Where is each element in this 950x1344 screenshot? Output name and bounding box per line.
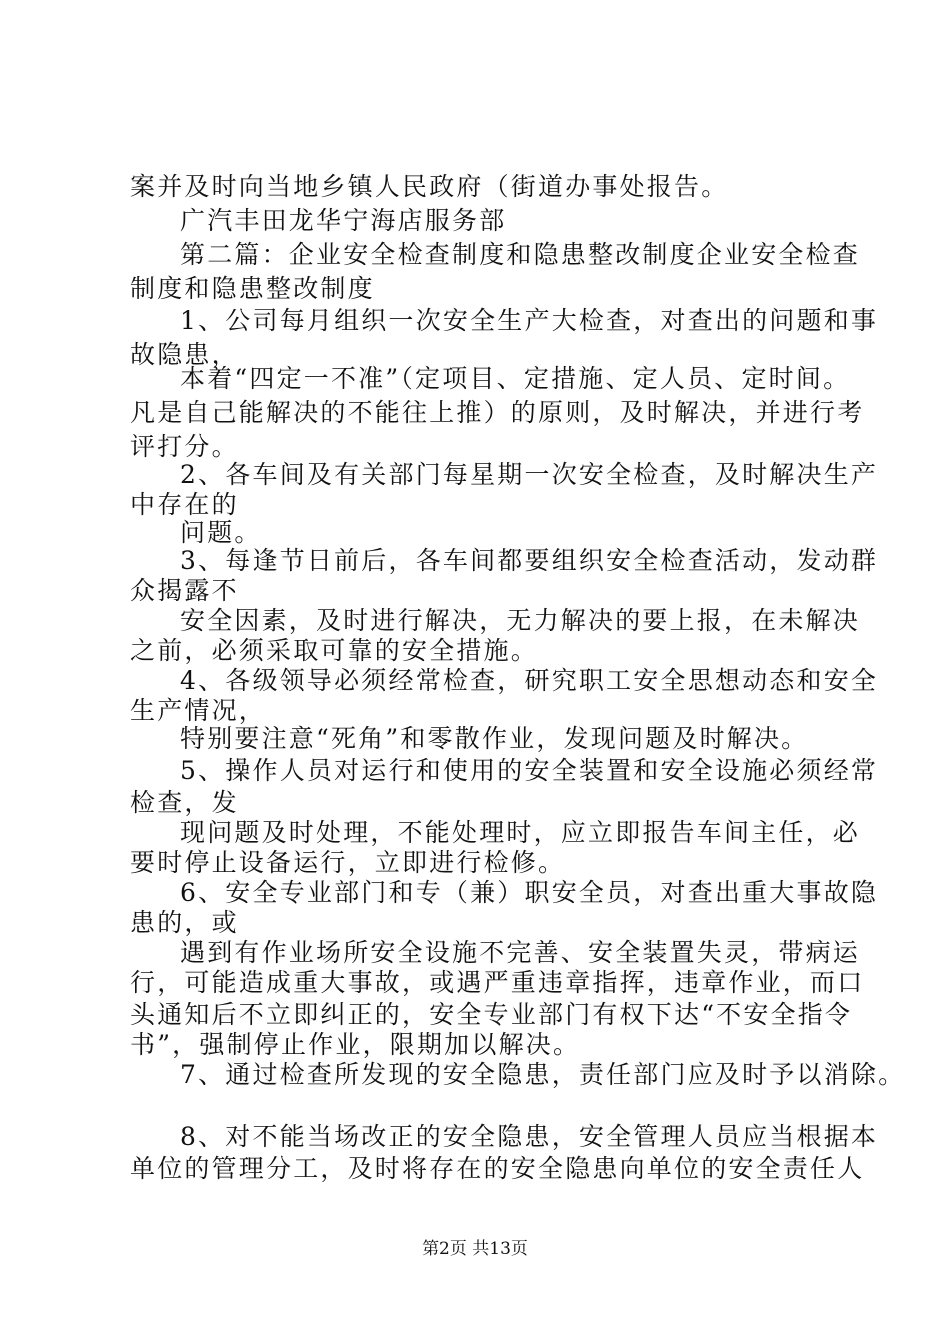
text-line: 要时停止设备运行，立即进行检修。	[130, 848, 566, 877]
section-heading: 第二篇：企业安全检查制度和隐患整改制度企业安全检查	[180, 240, 861, 269]
text-line: 生产情况，	[130, 696, 267, 725]
text-line: 1、公司每月组织一次安全生产大检查，对查出的问题和事	[180, 306, 879, 335]
text-line: 7、通过检查所发现的安全隐患，责任部门应及时予以消除。	[180, 1060, 906, 1089]
text-line: 行，可能造成重大事故，或遇严重违章指挥，违章作业，而口	[130, 968, 865, 997]
text-line: 头通知后不立即纠正的，安全专业部门有权下达“不安全指令	[130, 1000, 853, 1029]
text-line: 遇到有作业场所安全设施不完善、安全装置失灵，带病运	[180, 938, 861, 967]
text-line: 案并及时向当地乡镇人民政府（街道办事处报告。	[130, 172, 729, 201]
text-line: 凡是自己能解决的不能往上推）的原则，及时解决，并进行考	[130, 398, 865, 427]
text-line: 8、对不能当场改正的安全隐患，安全管理人员应当根据本	[180, 1122, 879, 1151]
text-line: 2、各车间及有关部门每星期一次安全检查，及时解决生产	[180, 460, 879, 489]
text-line: 6、安全专业部门和专（兼）职安全员，对查出重大事故隐	[180, 878, 879, 907]
text-line: 评打分。	[130, 432, 239, 461]
text-line: 之前，必须采取可靠的安全措施。	[130, 636, 539, 665]
text-line: 现问题及时处理，不能处理时，应立即报告车间主任，必	[180, 818, 861, 847]
page-number-footer: 第2页 共13页	[422, 1239, 528, 1259]
text-line: 书”，强制停止作业，限期加以解决。	[130, 1030, 581, 1059]
text-line: 众揭露不	[130, 576, 239, 605]
text-line: 中存在的	[130, 490, 239, 519]
text-line: 安全因素，及时进行解决，无力解决的要上报，在未解决	[180, 606, 861, 635]
text-line: 广汽丰田龙华宁海店服务部	[180, 206, 507, 235]
text-line: 5、操作人员对运行和使用的安全装置和安全设施必须经常	[180, 756, 879, 785]
text-line: 3、每逢节日前后，各车间都要组织安全检查活动，发动群	[180, 546, 879, 575]
text-line: 单位的管理分工，及时将存在的安全隐患向单位的安全责任人	[130, 1154, 865, 1183]
text-line: 问题。	[180, 518, 262, 547]
text-line: 特别要注意“死角”和零散作业，发现问题及时解决。	[180, 724, 809, 753]
section-heading: 制度和隐患整改制度	[130, 274, 375, 303]
text-line: 检查，发	[130, 788, 239, 817]
text-line: 患的，或	[130, 908, 239, 937]
text-line: 本着“四定一不准”（定项目、定措施、定人员、定时间。	[180, 364, 851, 393]
text-line: 故隐患，	[130, 340, 239, 369]
text-line: 4、各级领导必须经常检查，研究职工安全思想动态和安全	[180, 666, 879, 695]
